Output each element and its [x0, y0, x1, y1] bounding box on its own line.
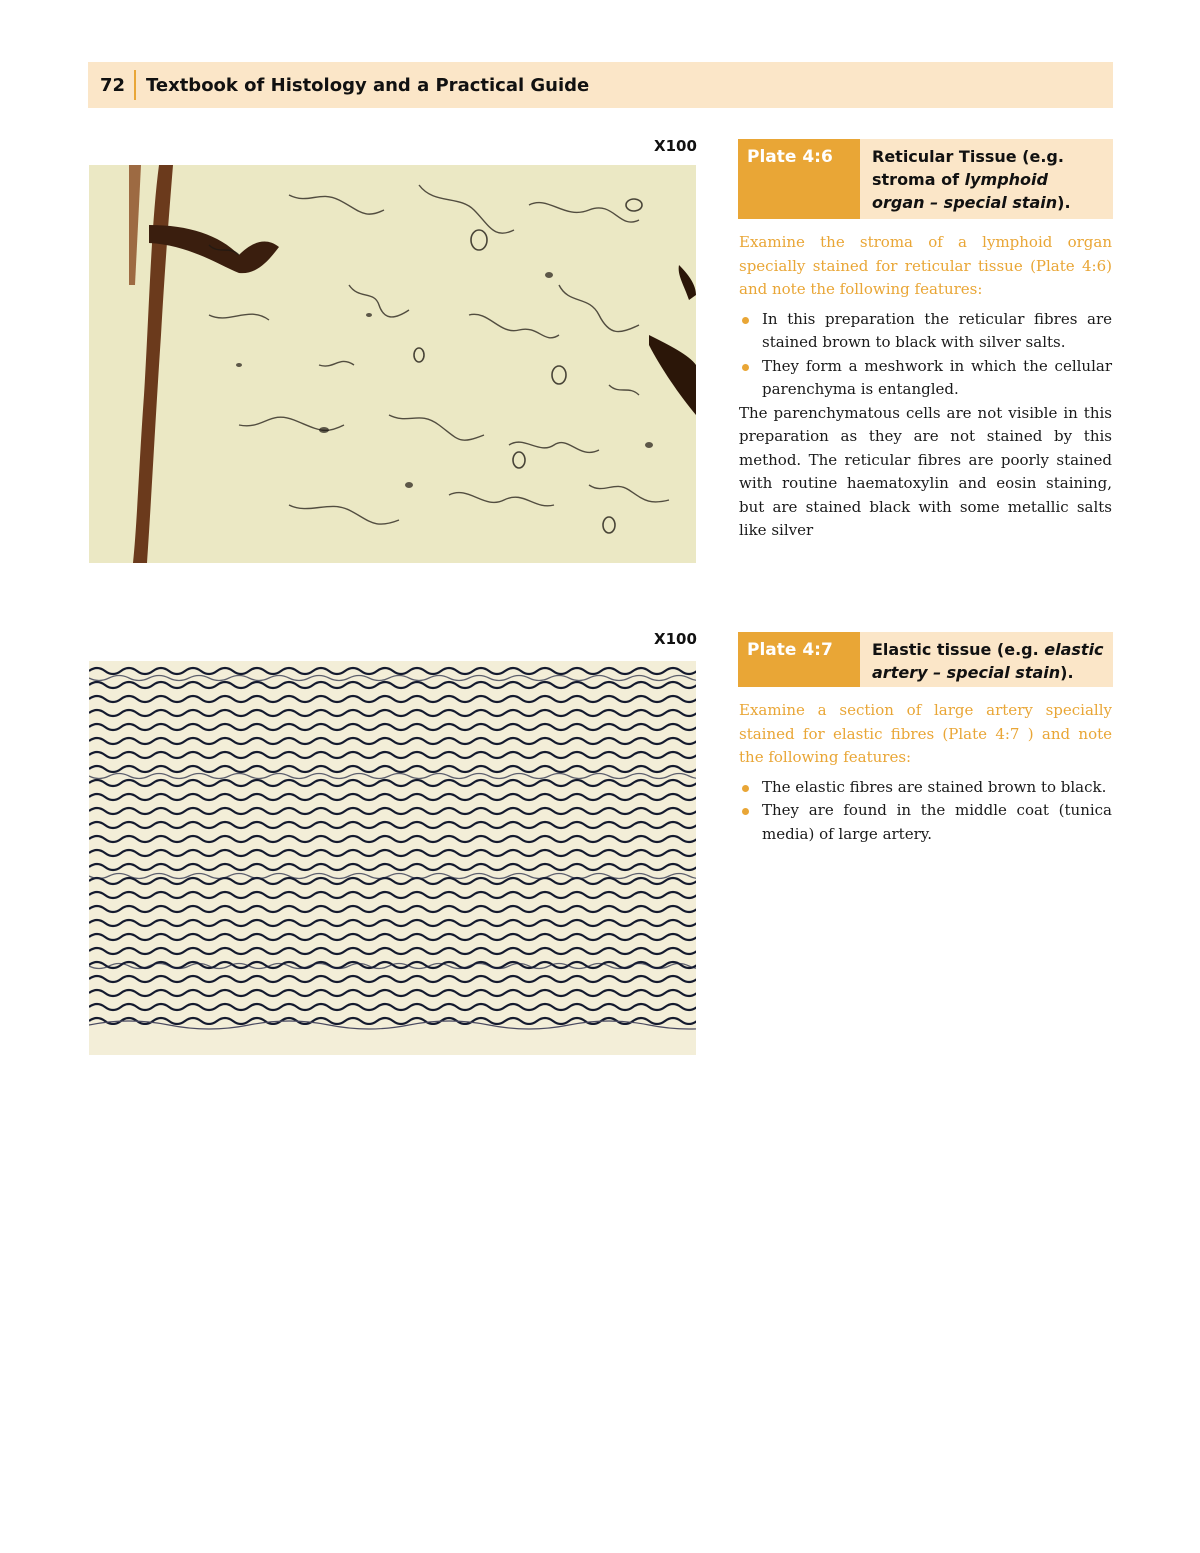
bullet-dot-icon — [742, 785, 749, 792]
magnification-label-plate-4-6: X100 — [654, 137, 697, 155]
plate-paragraph: The parenchymatous cells are not visible in this preparation as they are not stained by this method. The reticular fibres are poorly stained with routine haematoxylin and eosin staining, but are stained black with some metallic salts like silver — [739, 403, 1112, 539]
micrograph-reticular-tissue — [89, 165, 696, 563]
plate-4-7-body — [739, 699, 1112, 846]
bullet-dot-icon — [742, 808, 749, 815]
plate-title: Reticular Tissue (e.g. stroma of lymphoid organ – special stain). — [872, 147, 1071, 212]
plate-title: Elastic tissue (e.g. elastic artery – special stain). — [872, 640, 1104, 682]
list-item: They are found in the middle coat (tunica media) of large artery. — [739, 799, 1112, 846]
bullet-dot-icon — [742, 364, 749, 371]
plate-4-6-body — [739, 231, 1112, 543]
plate-4-6-heading — [738, 139, 1113, 219]
plate-label: Plate 4:7 — [738, 632, 860, 687]
plate-label: Plate 4:6 — [738, 139, 860, 219]
plate-intro: Examine the stroma of a lymphoid organ specially stained for reticular tissue (Plate 4:6) and note the following features: — [739, 233, 1112, 298]
micrograph-elastic-tissue — [89, 661, 696, 1055]
list-item: They form a meshwork in which the cellular parenchyma is entangled. — [739, 355, 1112, 402]
feature-list — [739, 776, 1112, 847]
list-item: In this preparation the reticular fibres are stained brown to black with silver salts. — [739, 308, 1112, 355]
list-item: The elastic fibres are stained brown to black. — [739, 776, 1112, 800]
book-title: Textbook of Histology and a Practical Guide — [146, 74, 590, 96]
magnification-label-plate-4-7: X100 — [654, 630, 697, 648]
feature-list — [739, 308, 1112, 402]
plate-intro: Examine a section of large artery specially stained for elastic fibres (Plate 4:7 ) and note the following features: — [739, 701, 1112, 766]
page-number: 72 — [100, 74, 126, 96]
header-divider — [134, 70, 136, 100]
plate-4-7-heading — [738, 632, 1113, 687]
bullet-dot-icon — [742, 317, 749, 324]
running-header — [88, 62, 1113, 108]
